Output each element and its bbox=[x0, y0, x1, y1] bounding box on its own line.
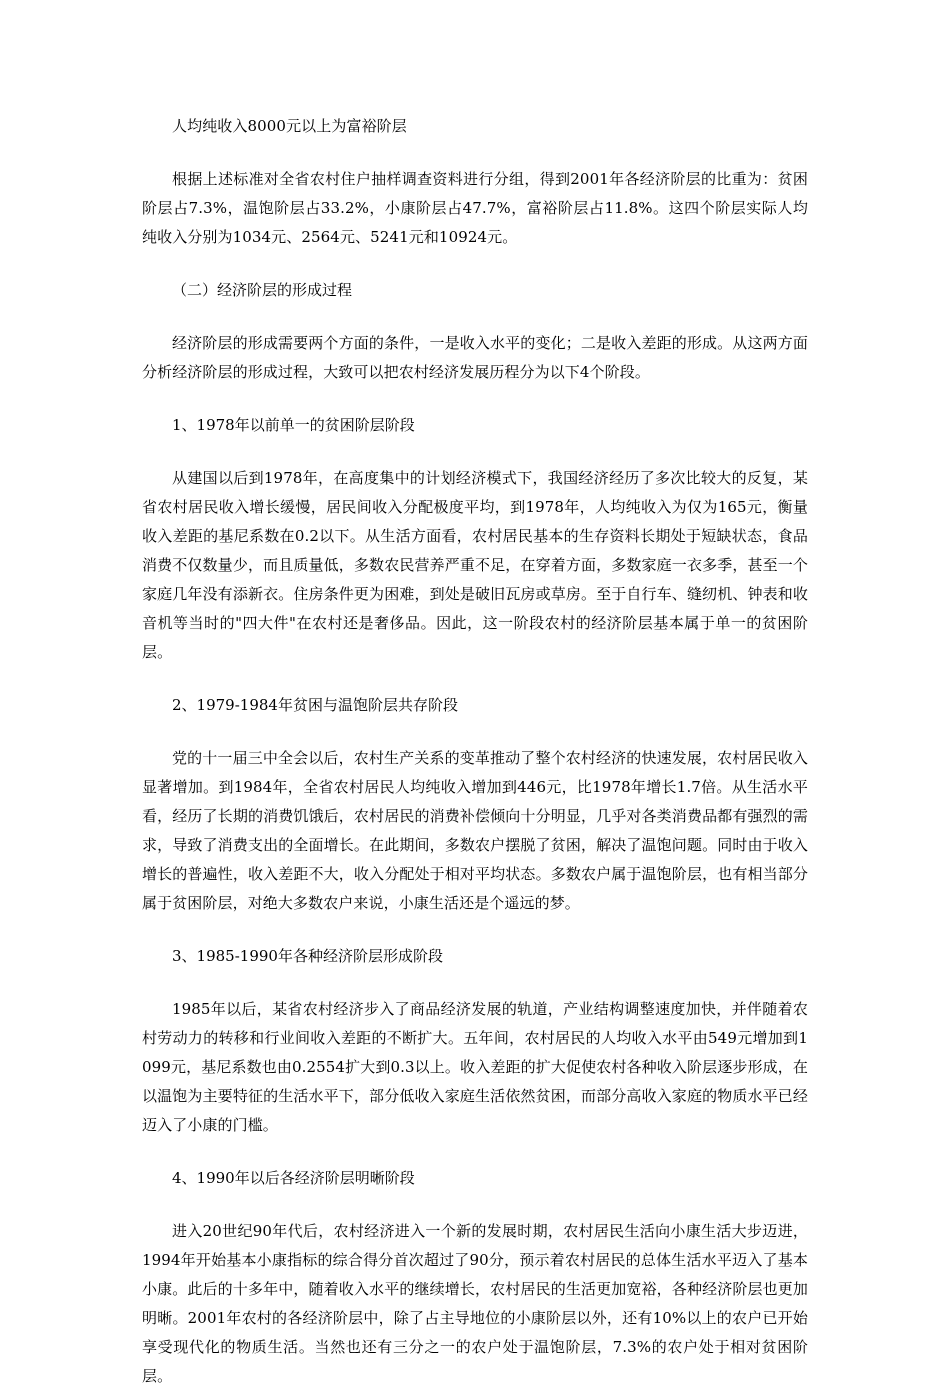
stage-heading-2: 2、1979-1984年贫困与温饱阶层共存阶段 bbox=[172, 696, 458, 714]
stage-heading-4: 4、1990年以后各经济阶层明晰阶段 bbox=[172, 1169, 415, 1187]
paragraph-wealthy-tier: 人均纯收入8000元以上为富裕阶层 bbox=[172, 117, 407, 135]
document-body bbox=[142, 112, 808, 1391]
paragraph-formation-conditions: 经济阶层的形成需要两个方面的条件，一是收入水平的变化；二是收入差距的形成。从这两方面分析经济阶层的形成过程，大致可以把农村经济发展历程分为以下4个阶段。 bbox=[142, 334, 808, 381]
paragraph-stage-2: 党的十一届三中全会以后，农村生产关系的变革推动了整个农村经济的快速发展，农村居民收入显著增加。到1984年，全省农村居民人均纯收入增加到446元，比1978年增长1.7倍。从生活水平看，经历了长期的消费饥饿后，农村居民的消费补偿倾向十分明显，几乎对各类消费品都有强烈的需求，导致了消费支出的全面增长。在此期间，多数农户摆脱了贫困，解决了温饱问题。同时由于收入增长的普遍性，收入差距不大，收入分配处于相对平均状态。多数农户属于温饱阶层，也有相当部分属于贫困阶层，对绝大多数农户来说，小康生活还是个遥远的梦。 bbox=[142, 749, 808, 912]
stage-heading-3: 3、1985-1990年各种经济阶层形成阶段 bbox=[172, 947, 443, 965]
paragraph-stage-4: 进入20世纪90年代后，农村经济进入一个新的发展时期，农村居民生活向小康生活大步迈进，1994年开始基本小康指标的综合得分首次超过了90分，预示着农村居民的总体生活水平迈入了基本小康。此后的十多年中，随着收入水平的继续增长，农村居民的生活更加宽裕，各种经济阶层也更加明晰。2001年农村的各经济阶层中，除了占主导地位的小康阶层以外，还有10%以上的农户已开始享受现代化的物质生活。当然也还有三分之一的农户处于温饱阶层，7.3%的农户处于相对贫困阶层。 bbox=[142, 1222, 808, 1385]
paragraph-stage-3: 1985年以后，某省农村经济步入了商品经济发展的轨道，产业结构调整速度加快，并伴随着农村劳动力的转移和行业间收入差距的不断扩大。五年间，农村居民的人均收入水平由549元增加到1099元，基尼系数也由0.2554扩大到0.3以上。收入差距的扩大促使农村各种收入阶层逐步形成，在以温饱为主要特征的生活水平下，部分低收入家庭生活依然贫困，而部分高收入家庭的物质水平已经迈入了小康的门槛。 bbox=[142, 1000, 808, 1134]
section-heading-formation: （二）经济阶层的形成过程 bbox=[172, 281, 353, 299]
paragraph-stage-1: 从建国以后到1978年，在高度集中的计划经济模式下，我国经济经历了多次比较大的反复，某省农村居民收入增长缓慢，居民间收入分配极度平均，到1978年，人均纯收入为仅为165元，衡量收入差距的基尼系数在0.2以下。从生活方面看，农村居民基本的生存资料长期处于短缺状态，食品消费不仅数量少，而且质量低，多数农民营养严重不足，在穿着方面，多数家庭一衣多季，甚至一个家庭几年没有添新衣。住房条件更为困难，到处是破旧瓦房或草房。至于自行车、缝纫机、钟表和收音机等当时的"四大件"在农村还是奢侈品。因此，这一阶段农村的经济阶层基本属于单一的贫困阶层。 bbox=[142, 469, 808, 661]
paragraph-tier-proportions: 根据上述标准对全省农村住户抽样调查资料进行分组，得到2001年各经济阶层的比重为：贫困阶层占7.3%，温饱阶层占33.2%，小康阶层占47.7%，富裕阶层占11.8%。这四个阶层实际人均纯收入分别为1034元、2564元、5241元和10924元。 bbox=[142, 170, 808, 246]
stage-heading-1: 1、1978年以前单一的贫困阶层阶段 bbox=[172, 416, 415, 434]
